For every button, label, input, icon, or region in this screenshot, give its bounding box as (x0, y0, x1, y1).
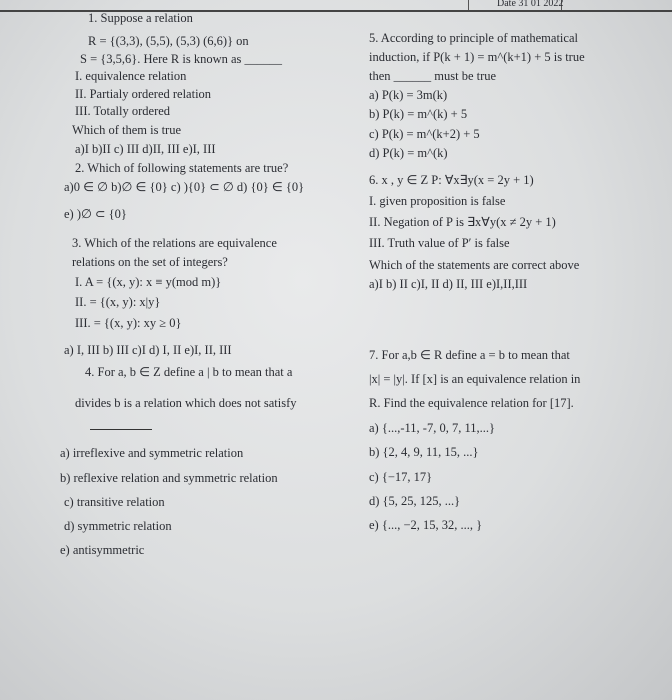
left-text-line: 1. Suppose a relation (88, 11, 193, 25)
left-text-line: divides b is a relation which does not satisfy (75, 396, 297, 410)
right-text-line: 6. x , y ∈ Z P: ∀x∃y(x = 2y + 1) (369, 173, 534, 187)
right-text-line: a)I b) II c)I, II d) II, III e)I,II,III (369, 277, 528, 291)
left-text-line: II. Partialy ordered relation (75, 87, 212, 101)
right-text-line: 7. For a,b ∈ R define a = b to mean that (369, 348, 570, 362)
left-text-line: e) )∅ ⊂ {0} (64, 207, 127, 221)
right-text-line: Which of the statements are correct above (369, 258, 580, 272)
left-text-line: a) irreflexive and symmetric relation (60, 446, 244, 460)
right-text-line: III. Truth value of P′ is false (369, 236, 510, 250)
left-text-line: II. = {(x, y): x|y} (75, 295, 161, 309)
left-text-line: I. equivalence relation (75, 69, 187, 83)
right-text-line: I. given proposition is false (369, 194, 506, 208)
right-text-line: 5. According to principle of mathematical (369, 31, 578, 45)
answer-blank-line (90, 429, 152, 430)
left-text-line: 2. Which of following statements are true? (75, 161, 289, 175)
left-text-line: 4. For a, b ∈ Z define a | b to mean that a (85, 365, 293, 379)
left-text-line: 3. Which of the relations are equivalence (72, 236, 277, 250)
right-text-line: b) {2, 4, 9, 11, 15, ...} (369, 445, 479, 459)
left-text-line: c) transitive relation (64, 495, 165, 509)
right-text-line: |x| = |y|. If [x] is an equivalence relation in (369, 372, 581, 386)
right-text-line: a) {...,-11, -7, 0, 7, 11,...} (369, 421, 495, 435)
left-text-line: S = {3,5,6}. Here R is known as ______ (80, 52, 283, 66)
left-text-line: d) symmetric relation (64, 519, 172, 533)
right-text-line: R. Find the equivalence relation for [17]. (369, 396, 574, 410)
left-text-line: R = {(3,3), (5,5), (5,3) (6,6)} on (88, 34, 249, 48)
right-text-line: a) P(k) = 3m(k) (369, 88, 448, 102)
left-text-line: III. Totally ordered (75, 104, 171, 118)
right-text-line: then ______ must be true (369, 69, 497, 83)
left-text-line: e) antisymmetric (60, 543, 145, 557)
left-text-line: a) I, III b) III c)I d) I, II e)I, II, III (64, 343, 232, 357)
right-text-line: d) P(k) = m^(k) (369, 146, 448, 160)
date-label: Date 31 01 2022 (497, 0, 564, 9)
right-text-line: c) {−17, 17} (369, 470, 433, 484)
right-text-line: d) {5, 25, 125, ...} (369, 494, 461, 508)
right-text-line: c) P(k) = m^(k+2) + 5 (369, 127, 480, 141)
left-text-line: Which of them is true (72, 123, 181, 137)
left-text-line: a)0 ∈ ∅ b)∅ ∈ {0} c) ){0} ⊂ ∅ d) {0} ∈ {0} (64, 180, 305, 194)
right-text-line: b) P(k) = m^(k) + 5 (369, 107, 468, 121)
right-text-line: II. Negation of P is ∃x∀y(x ≠ 2y + 1) (369, 215, 556, 229)
left-text-line: III. = {(x, y): xy ≥ 0} (75, 316, 182, 330)
left-text-line: b) reflexive relation and symmetric relation (60, 471, 278, 485)
left-text-line: relations on the set of integers? (72, 255, 228, 269)
right-text-line: e) {..., −2, 15, 32, ..., } (369, 518, 483, 532)
left-text-line: I. A = {(x, y): x ≡ y(mod m)} (75, 275, 222, 289)
left-text-line: a)I b)II c) III d)II, III e)I, III (75, 142, 216, 156)
right-text-line: induction, if P(k + 1) = m^(k+1) + 5 is true (369, 50, 585, 64)
